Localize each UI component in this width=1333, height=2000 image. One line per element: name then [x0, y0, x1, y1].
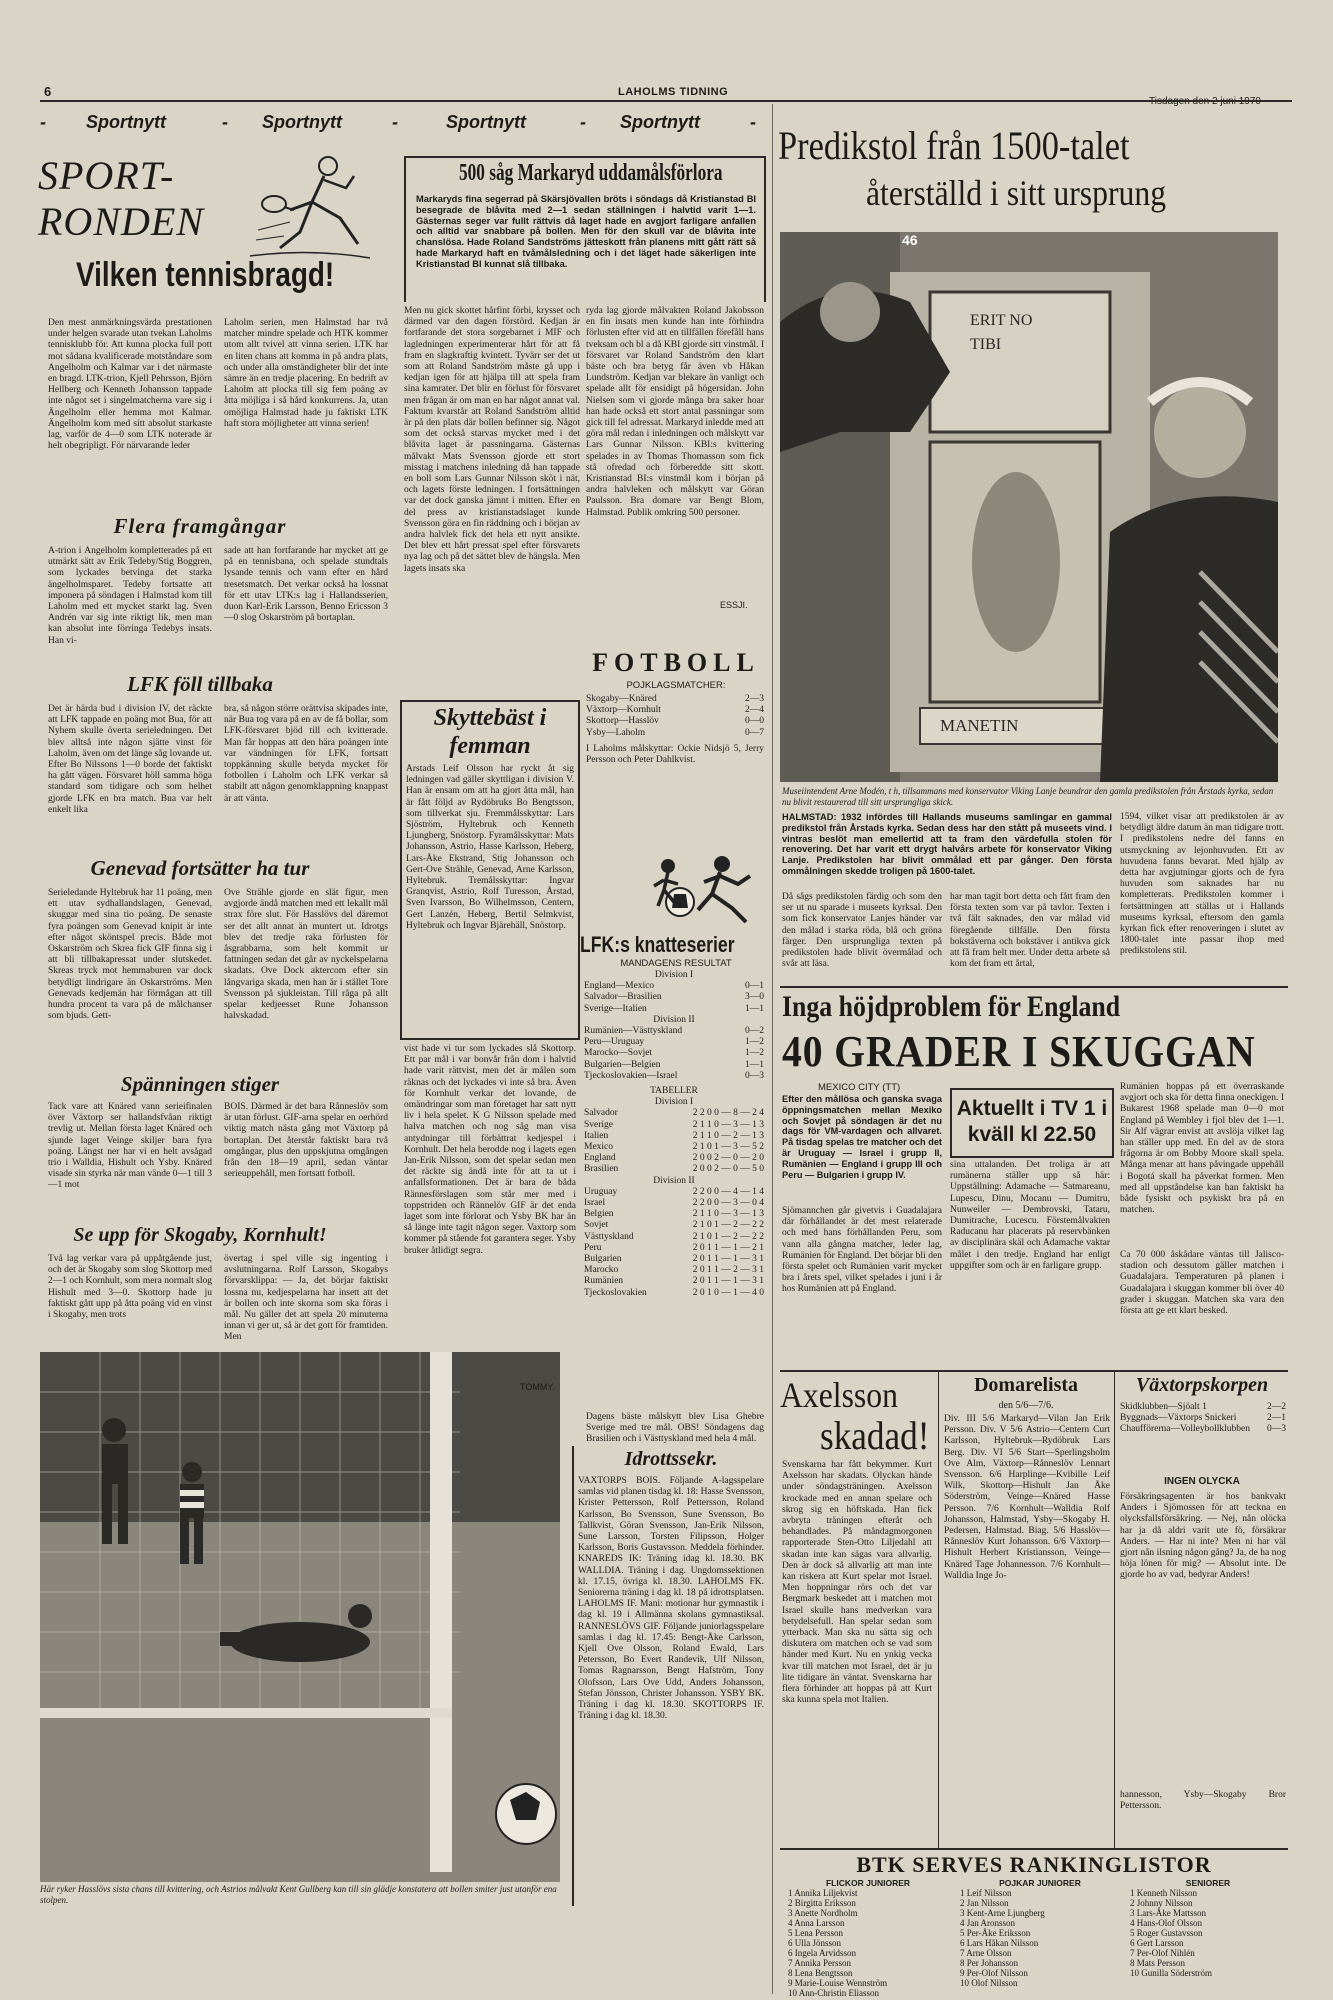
table-row: Salvador 2 2 0 0 — 8 — 2 4	[584, 1108, 764, 1119]
idrottssekr-text: VAXTORPS BOIS. Följande A-lagsspelare samlas vid planen tisdag kl. 18: Hasse Svensson, Krister Pettersson, Rolf Pettersson, Roland Karlsson, Bo Svensson, Sune Svensson, Bo Tallkvist, Göran Svensson, Jan-Erik Nilsson, Sune Larsson, Torsten Filipsson, Holger Karlsson, Boris Gustavsson. Meddela förhinder. KNAREDS IK: Träning idag kl. 18.30. BK WALLDIA. Träning i dag. Ungdomssektionen kl. 17.15, övriga kl. 18.30. LAHOLMS FK. Seniorerna träning i dag kl. 18 på idrottsplatsen. LAHOLMS IF. Mani: motionar hur gymnastik i dag kl. 19 i Allmänna skolans gymnastiksal. RANNESLÖVS GIF. Följande juniorlagsspelare samlas i dag kl. 17.45: Bengt-Åke Carlsson, Kjell Ove Olsson, Roland Ewald, Lars Petersson, Bo Evert Randevik, Ulf Nilsson, Tomas Ragnarsson, Bengt Hafström, Tony Olofsson, Lars Ove Udd, Anders Johansson, Stefan Jönsson, Christer Johansson. YSBY BK. Träning i dag kl. 18.30. SKOTTORPS IF. Träning i dag kl. 18.30.	[578, 1476, 764, 1722]
list-item: 4 Anna Larsson	[788, 1918, 845, 1928]
sportnytt-label: Sportnytt	[446, 112, 526, 132]
predikstol-text-col2: 1594, vilket visar att predikstolen är av betydligt äldre datum än man tidigare trott. I predikstolens nedre del fanns en utsmyckning av lejonhuvuden. Ett av huvudena fanns bevarat. Med hjälp av detta har avgjutningar gjorts och de fyra huvuden som saknades har nu kompletterats. Predikstolen kommer i fortsättningen att ställas ut i Hallands museums kyrksal, eftersom den gamla kyrkan fick efter renoveringen i slutet av 1800-talet inte passar ihop med predikstolens stil.	[1120, 812, 1284, 957]
skyttebast-box-bottom	[400, 1038, 580, 1040]
markaryd-box-left	[404, 156, 406, 302]
domarelista-left-rule	[938, 1372, 939, 1848]
fotboll-scorers: I Laholms målskyttar: Ockie Nidsjö 5, Jerry Persson och Peter Dahlkvist.	[586, 744, 764, 766]
column-rule	[772, 104, 773, 1994]
result-row: Sverige—Italien 1—1	[584, 1003, 764, 1014]
pulpit-photo	[780, 232, 1278, 782]
list-item: 3 Lars-Åke Mattsson	[1130, 1908, 1206, 1918]
idrottssekr-headline: Idrottssekr.	[624, 1448, 718, 1470]
england-headline-1: Inga höjdproblem för England	[782, 990, 1121, 1023]
table-row: Israel 2 2 0 0 — 3 — 0 4	[584, 1198, 764, 1209]
goal-net-graphic	[40, 1352, 560, 1882]
list-item: 6 Ingela Arvidsson	[788, 1948, 856, 1958]
skyttebast-box-left	[400, 700, 402, 1040]
england-top-rule	[780, 986, 1288, 988]
olycka-text: Försäkringsagenten är hos bankvakt Anders i Sjömossen för att teckna en olycksfallsförsäkring. — Nej, nån olöcka har ja då aldri varit ute fö, försäkrar Anders. — Har ni inte? Men ni har väl gjort nån ilsning någon gång? Ja, de ha nog höja lönen för mig? — Absolut inte. De gjorde ho av vad, bedyrar Anders!	[1120, 1492, 1286, 1581]
markaryd-box-top	[404, 156, 766, 158]
predikstol-headline-1: Predikstol från 1500-talet	[778, 123, 1130, 168]
table-row: England 2 0 0 2 — 0 — 2 0	[584, 1153, 764, 1164]
list-item: 10 Olof Nilsson	[960, 1978, 1018, 1988]
domarelista-text: Div. III 5/6 Markaryd—Vilan Jan Erik Persson. Div. V 5/6 Astrio—Centern Curt Karlsson, Hyltebruk—Rydöbruk Lars Berg. Div. VI 5/6 Start—Sperlingsholm Ove Alm, Växtorp—Rånneslöv Lennart Svensson. 6/6 Harplinge—Kvibille Leif Wilk, Skottorp—Hishult Jan Åke Söderström, Veinge—Knäred Hasse Persson. 7/6 Kornhult—Walldia Rolf Johansson, Halmstad, Ysby—Skogaby H. Pedersen, Halmstad. Biag. 5/6 Hasslöv—Rånneslöv Kurt Johansson. 6/6 Växtorp—Hishult Herbert Kristiansson, Veinge—Knäred Tage Johannesson. 7/6 Kornhult—Walldia Inge Jo-	[944, 1414, 1110, 1581]
list-item: 10 Ann-Christin Eliasson	[788, 1988, 880, 1998]
fotboll-results	[586, 694, 764, 739]
table-row: Marocko 2 0 1 1 — 2 — 3 1	[584, 1265, 764, 1276]
list-item: 6 Lars Håkan Nilsson	[960, 1938, 1039, 1948]
sportronden-logo: SPORT- RONDEN	[38, 153, 204, 244]
lfk-foll-headline: LFK föll tillbaka	[127, 672, 273, 696]
table-row: Rumänien 2 0 1 1 — 1 — 3 1	[584, 1276, 764, 1287]
vaxtorpskorpen-tail: hannesson, Ysby—Skogaby Bror Pettersson.	[1120, 1790, 1286, 1812]
table-row: Sovjet 2 1 0 1 — 2 — 2 2	[584, 1220, 764, 1231]
fotboll-headline: FOTBOLL	[592, 648, 760, 677]
idrottssekr-rule	[572, 1446, 574, 1906]
result-row: Växtorp—Kornhult 2—4	[586, 705, 764, 716]
sportnytt-label: Sportnytt	[86, 112, 166, 132]
sportronden-text-col1: Den mest anmärkningsvärda prestationen under helgen svarade utan tvekan Laholms tennisklubb för. Att kunna plocka full pott mot sådana kvalificerade motståndare som Angelholm och Kalmar var i det närmaste en bragd. LTK-trion, Kjell Pehrsson, Björn Hellberg och Kenneth Johansson tappade inte något set i singelmatcherna vare sig i Ängelholm eller hemma mot Kalmar. Ängelholm kom med sitt absolut starkaste lag, varför de 4—0 som LTK noterade är helt obegripligt. För närvarande leder	[48, 318, 212, 452]
sportronden-text-col2: Laholm serien, men Halmstad har två matcher mindre spelade och HTK kommer utom allt tvivel att vinna serien. LTK har en liten chans att komma in på andra plats, och under alla omständigheter blir det inte sämre än en tredje placering. En bedrift av Laholm att plocka till sig fem poäng av åtta möjliga i så hård konkurrens. Ja, utan omöjliga Halmstad hade ju faktiskt LTK haft stora möjligheter att vinna serien!	[224, 318, 388, 429]
list-item: 4 Hans-Olof Olsson	[1130, 1918, 1202, 1928]
skyttebast-headline: Skyttebäst i femman	[433, 705, 547, 759]
pulpit-inscription-2: TIBI	[970, 336, 1002, 353]
markaryd-lead: Markaryds fina segerrad på Skärsjövallen bröts i söndags då Kristianstad BI besegrade de blåvita med 2—1 sedan ställningen i halvtid varit 1—1. Gästernas seger var fullt rättvis då laget hade en avgjort farligare anfallen och alltid var snabbare på bollen. Men för den skull var de blåvita inte chanslösa. Hade Roland Sandströms jätteskott från planens mitt gått rätt så hade Markaryd haft en tvåmålsledning och i det läget hade säkerligen inte Kristianstad BI kunnat slå tillbaka.	[416, 194, 756, 269]
knatteserier-footer: Dagens bäste målskytt blev Lisa Ghebre Sverige med tre mål. OBS! Söndagens dag Brasilien och i Västtyskland med hela 4 mål.	[586, 1412, 764, 1445]
markaryd-signature: ESSJI.	[720, 600, 748, 610]
skogaby-text-col2: övertag i spel ville sig ingenting i avslutningarna. Rolf Larsson, Skogabys förvarsklippa: — Ja, det börjar faktiskt lossna nu, kedjespelarna har insett att det är bollen och inte skorna som ska föras i mål. Nu gäller det att spela 20 minuterna innan vi ger ut, så är det gott för framtiden. Men	[224, 1254, 388, 1343]
list-item: 4 Jan Aronsson	[960, 1918, 1016, 1928]
table-row: Peru 2 0 1 1 — 1 — 2 1	[584, 1242, 764, 1253]
result-row: Skidklubben—Sjöalt 1 2—2	[1120, 1402, 1286, 1412]
football-goal-photo	[40, 1352, 560, 1882]
predikstol-lead: HALMSTAD: 1932 infördes till Hallands museums samlingar en gammal predikstol från Årstads kyrka. Sedan dess har den stått på museets vind. I vintras beslöt man emellertid att ta fram den värdefulla stolen för renovering. Det har varit ett drygt halvårs arbete för konservator Viking Lanje. Predikstolen har blivit ommålad ett par gånger. Den första ommålningen skedde troligen på 1600-talet.	[782, 812, 1112, 876]
markaryd-text-col2: ryda lag gjorde målvakten Roland Jakobsson en fin insats men kunde han inte förhindra förlusten efter vid att en tillfällen förefåll hans tveksam och bl a då KBI gjorde sitt vinstmål. I försvaret var Roland Sandström den klart bäste och bra betyg får även vb Håkan Lundström. Kedjan var blekare än vanligt och spelade allt för ensidigt på högersidan. John Nielsen som vi gjorde många bra saker hoar han hade också ett stort antal passningar som gick till fel adressat. Markaryd inledde med att göra mål redan i inledningen och målskytt var Lars Gunnar Nilsson. KBI:s kvittering spelades in av Thomas Thomasson som fick stå ofredad och förberedde sitt skott. Kristianstad BI:s vinstmål kom i början på andra halvleken och målskytt var Göran Paulsson. Bra domare var Bengt Blom, Halmstad. Publik omkring 500 personer.	[586, 306, 764, 518]
predikstol-text-colmid: har man tagit bort detta och fått fram den första texten som var på tavlor. Texten i två fält saknades, den var målad vid föregående tillfälle. Den första bokstäverna och bokstäver i antikva gick att få fram helt mer. Under detta arbete så kom det fram ett årtal,	[950, 892, 1110, 970]
pulpit-photo-caption: Museiintendent Arne Modén, t h, tillsammans med konservator Viking Lanje beundrar den gamla predikstolen från Årstads kyrka, sedan nu blivit restaurerad till sitt ursprungliga skick.	[782, 786, 1274, 807]
result-row: Skottorp—Hasslöv 0—0	[586, 716, 764, 727]
photo-negative-number: 46	[902, 232, 918, 248]
flera-text-col1: A-trion i Ängelholm kompletterades på ett utmärkt sätt av Erik Tedeby/Stig Boggren, som lyckades betvinga det starka ängelholmsparet. Tedeby fortsatte att imponera på söndagen i Halmstad kom till Laholm med ett mycket starkt lag. Sven Andrén var sig inte riktigt lik, men man kan absolut inte förringa Tedebys insats. Han vi-	[48, 546, 212, 646]
list-item: 5 Roger Gustavsson	[1130, 1928, 1203, 1938]
list-item: 3 Anette Nordholm	[788, 1908, 858, 1918]
football-photo-caption: Här ryker Hasslövs sista chans till kvittering, och Astrios målvakt Kent Gullberg kan till sin glädje konstatera att bollen smiter just utanför ena stolpen.	[40, 1884, 557, 1905]
olycka-headline: INGEN OLYCKA	[1164, 1476, 1240, 1487]
pulpit-inscription-1: ERIT NO	[970, 312, 1033, 329]
list-item: 2 Birgitta Eriksson	[788, 1898, 856, 1908]
list-item: 9 Per-Olof Nilsson	[960, 1968, 1028, 1978]
list-item: 5 Per-Åke Eriksson	[960, 1928, 1031, 1938]
football-players-illustration-icon	[650, 850, 760, 930]
markaryd-headline: 500 såg Markaryd uddamålsförlora	[459, 160, 723, 186]
vaxtorpskorpen-results	[1120, 1402, 1286, 1436]
spanningen-text-col2: BOIS. Därmed är det bara Rånneslöv som är utan förlust. GIF-arna spelar en oerhörd viktig match nästa gång mot Växtorp på bortaplan. Det återstår faktiskt bara två omgångar, plus den uppskjutna omgången från den 18—19 april, sedan väntar serieuppehåll, men fortsatt fotboll.	[224, 1102, 388, 1180]
result-row: Skogaby—Knäred 2—3	[586, 694, 764, 704]
predikstol-text-col1: Då sågs predikstolen färdig och som den ser ut nu sparade i museets kyrksal. Den som fick konservator Lanjes händer var den målad i starka röda, blå och gröna färger. Den ursprungliga texten på predikstolen hade blivit övermålad och svår att läsa.	[782, 892, 942, 970]
flera-headline: Flera framgångar	[113, 514, 287, 538]
domarelista-headline: Domarelista	[973, 1374, 1079, 1396]
list-item: 8 Per Johansson	[960, 1958, 1018, 1968]
table-row: Sverige 2 1 1 0 — 3 — 1 3	[584, 1119, 764, 1130]
list-item: 7 Annika Persson	[788, 1958, 851, 1968]
england-headline-2: 40 GRADER I SKUGGAN	[782, 1027, 1256, 1076]
flera-text-col2: sade att han fortfarande har mycket att ge på en tennisbana, och spelade stundtals lysande tennis och vann efter en hård tresetsmatch. Det verkar också ha lossnat för ett utav LTK:s lag i Hallandsserien, duon Karl-Erik Larsson, Benno Ericsson 3—0 slog Oskarström på bortaplan.	[224, 546, 388, 624]
page-number: 6	[44, 84, 52, 99]
axelsson-headline-1: Axelsson	[780, 1375, 898, 1415]
vaxtorpskorpen-headline: Växtorpskorpen	[1135, 1374, 1269, 1396]
lfk-foll-text-col1: Det är härda bud i division IV, det räckte att LFK tappade en poäng mot Bua, för att Nyhem skulle överta serieledningen. Det blev alltså inte någon sjätte vinst för Laholm, även om det länge såg lovande ut. Efter Bo Nilssons 1—0 borde det faktiskt ha gått vägen. Försvaret höll samma höga standard som tidigare och som helhet gjorde LFK en bra match. Bua var helt enkelt lika	[48, 704, 212, 815]
paper-name: LAHOLMS TIDNING	[618, 86, 729, 98]
table-row: Västtyskland 2 1 0 1 — 2 — 2 2	[584, 1231, 764, 1242]
england-dateline: MEXICO CITY (TT)	[818, 1082, 901, 1093]
result-row: Peru—Uruguay 1—2	[584, 1037, 764, 1048]
table-row: Brasilien 2 0 0 2 — 0 — 5 0	[584, 1164, 764, 1175]
skyttebast-box-right	[578, 700, 580, 1040]
fotboll-subheading: POJKLAGSMATCHER:	[626, 680, 726, 691]
result-row: Ysby—Laholm 0—7	[586, 727, 764, 738]
bottom-right-rule	[780, 1370, 1288, 1372]
list-item: 6 Gert Larsson	[1130, 1938, 1184, 1948]
markaryd-box-right	[764, 156, 766, 302]
result-row: Tjeckoslovakien—Israel 0—3	[584, 1070, 764, 1081]
table-row: Uruguay 2 2 0 0 — 4 — 1 4	[584, 1186, 764, 1197]
sportnytt-label: Sportnytt	[262, 112, 342, 132]
result-row: England—Mexico 0—1	[584, 981, 764, 992]
tennis-player-icon	[250, 152, 370, 262]
predikstol-headline-2: återställd i sitt ursprung	[866, 173, 1167, 213]
list-item: 8 Mats Persson	[1130, 1958, 1186, 1968]
masthead-rule	[40, 100, 1292, 102]
btk-girls-list: FLICKOR JUNIORER 1 Annika Liljekvist 2 Birgitta Eriksson 3 Anette Nordholm 4 Anna Larsson 5 Lena Persson 6 Ulla Jönsson 6 Ingela Arvidsson 7 Annika Persson 8 Lena Bengtsson 9 Marie-Louise Wennström 10 Ann-Christin Eliasson	[788, 1878, 948, 1998]
list-item: 7 Arne Olsson	[960, 1948, 1012, 1958]
btk-boys-list: POJKAR JUNIORER 1 Leif Nilsson 2 Jan Nilsson 3 Kent-Arne Ljungberg 4 Jan Aronsson 5 Per-Åke Eriksson 6 Lars Håkan Nilsson 7 Arne Olsson 8 Per Johansson 9 Per-Olof Nilsson 10 Olof Nilsson	[960, 1878, 1120, 1988]
table-row: Tjeckoslovakien 2 0 1 0 — 1 — 4 0	[584, 1287, 764, 1298]
list-item: 6 Ulla Jönsson	[788, 1938, 842, 1948]
btk-headline: BTK SERVES RANKINGLISTOR	[856, 1852, 1212, 1877]
skyttebast-text: Årstads Leif Olsson har ryckt åt sig ledningen vad gäller skyttligan i division V. Han är ensam om att ha gjort åtta mål, han är fått följd av Rydöbruks Bo Bengtsson, som tillverkat sju. Fremmålsskyttar: Lars Sjöström, Hyltebruk och Kenneth Ljungberg, Snöstorp. Fyramålsskyttar: Mats Johansson, Astrio, Hasse Karlsson, Heberg, Lars-Åke Ekstrand, Stig Johansson och Gert-Ove Strähle, Genevad, Arne Karlsson, Hyltebruk. Tremålsskyttar: Ingvar Granqvist, Astrio, Rolf Turesson, Årstad, Sven Ivarsson, Bo Wilhelmsson, Centern, Gert Lanzén, Heberg, Bertil Selmkvist, Hyltebruk och Ingvar Bjärehäll, Snöstorp.	[406, 764, 574, 931]
domarelista-subheading: den 5/6—7/6.	[998, 1400, 1054, 1411]
genevad-text-col2: Ove Strähle gjorde en slät figur, men avgjorde ändå matchen med ett lekallt mål strax före slut. För Hasslövs del däremot ser det allt annat än muntert ut. Idrotgs blev det tredje raka förlusten för åsgrabbarna, som helt kommit ur fattningen sedan det går av nyckelspelarna skadats. Ove Dock aktercom efter sin långvariga skada, men han är i stället Tore Svensson på sjukleistan. Till råga på allt spelar kedjeesset Rune Johansson halvskadad.	[224, 888, 388, 1022]
sportronden-headline: Vilken tennisbragd!	[76, 256, 335, 294]
result-row: Chaufförerna—Volleybollklubben 0—3	[1120, 1424, 1286, 1435]
sportnytt-label: Sportnytt	[620, 112, 700, 132]
btk-top-rule	[780, 1848, 1288, 1850]
knatteserier-subheading: MANDAGENS RESULTAT	[620, 958, 732, 969]
genevad-text-col1: Serieledande Hyltebruk har 11 poäng, men ett utav sydhallandslagen, Genevad, skuggar med sina tio poäng. De senaste fyra poängen som Genevad knipit är inte efter något sköntspel precis. Både mot Oskarström och Skrea fick GIF finna sig i att bli tillbakapressat under slutskedet. Skreas tryck mot hemmaburen var dock betydligt lindrigare än Oskarströms. Men Genevads kedjemän har förmågan att till hundra procent ta vara på de målchanser som bjuds. Gett-	[48, 888, 212, 1022]
england-text-colmid: sina uttalanden. Det troliga är att rumänerna ställer upp så här: Uppställning: Adamache — Satmareanu, Lupescu, Dinu, Mocanu — Dumitru, Nunweiler — Dembrovski, Tataru, Dumitrache, Lucescu. Förstemålvakten Raducanu har placerats på reservbänken av disciplinära skäl och Adamache vaktar målet i den tredje. England har enligt uppgifter som och är en farligare grupp.	[950, 1160, 1110, 1271]
list-item: 1 Kenneth Nilsson	[1130, 1888, 1197, 1898]
skogaby-headline: Se upp för Skogaby, Kornhult!	[73, 1224, 327, 1246]
result-row: Rumänien—Västtyskland 0—2	[584, 1026, 764, 1037]
axelsson-headline-2: skadad!	[820, 1413, 930, 1458]
result-row: Bulgarien—Belgien 1—1	[584, 1059, 764, 1070]
pulpit-inscription-3: MANETIN	[940, 716, 1019, 735]
result-row: Marocko—Sovjet 1—2	[584, 1048, 764, 1059]
list-item: 3 Kent-Arne Ljungberg	[960, 1908, 1045, 1918]
list-item: 1 Annika Liljekvist	[788, 1888, 858, 1898]
vaxtorpskorpen-left-rule	[1114, 1372, 1115, 1848]
skyttebast-box-top	[400, 700, 580, 702]
list-item: 5 Lena Persson	[788, 1928, 843, 1938]
skyttebast-continued-text: vist hade vi tur som lyckades slå Skottorp. Ett par mål i var bonvår från dom i halvtid hade varit rättvist, men det är målen som räknas och det lyckades vi inte så bra. Även för Kornhult verkar det lovande, de omändringar som man företaget har satt nytt liv i hela spelet. K G Nilsson spelade med halva matchen och nog såg man visa antydningar till förbättrat kedjespel i Kornhult. Det hela berodde nog i lagets egen Jan-Erik Nilsson, som det spelar sedan men det räckte sig ändå inte för att ta ut i anfallsformationen. Det är bara de båda Rännesförslagen som står mer med i toppstriden och Rännelöv GIF är det enda laget som inte förlorat och Ysby BK har än så länge inte tagit någon seger. Vaxtorp som kommer på stående fot garantera seger. Ysby bruker åtlidigt segra.	[404, 1044, 576, 1256]
tv-schedule-box: Aktuellt i TV 1 i kväll kl 22.50	[950, 1088, 1114, 1158]
england-text-col2: Rumänien hoppas på ett överraskande avgjort och ska för detta finna oneckigen. I Bukarest 1968 spelade man 0—0 mot England på Wembley i fjol blev det 1—1. Sir Alf vägrar envist att avslöja vilket lag han ställer upp med. En del av de stora frågorna är om Bobby Moore skall spela. Många menar att hans påvingade uppehåll i Bogotá skall ha påverkat formen. Men med all uppståndelse kan han faktiskt ha både fysiskt och psykiskt bra på en matchen.	[1120, 1082, 1284, 1216]
markaryd-text-col1: Men nu gick skottet hårfint förbi, krysset och därmed var den dagen förstörd. Kedjan är fortfarande det stora sorgebarnet i MIF och lagledningen experimenterar hårt för att få fram en slagkraftig kvintett. Tyvärr ser det ut som att Roland Sandström måste gå upp i kedjan igen för att hjälpa till att spela fram sina kamrater. Det blir en förlust för försvaret men frågan är om man en har något annat val. Faktum kvarstår att Roland Sandström alltid är på den plats där bollen befinner sig. Något som det också starvas mycket med i det blåvita laget är passningarna. Gästernas målvakt Mats Svensson gjorde ett stort misstag i matchens inledning då han tappade en boll som Lars Gunnar Nilsson sköt i nät, och lagets förste ledningen. I fortsättningen var det dock ganska jämnt i mitten. Efter en del press av kristianstadslaget kunde Svensson göra en fin räddning och i början av andra halvlek fick det hela ett nytt ansikte. Det blev ett hårt pressat spel efter försvarets nya lag och på det sättet blev de hängsla. Men lagets insats ska	[404, 306, 580, 574]
table-row: Italien 2 1 1 0 — 2 — 1 3	[584, 1130, 764, 1141]
skyttebast-signature: TOMMY.	[520, 1382, 555, 1392]
spanningen-text-col1: Tack vare att Knäred vann serieifinalen över Växtorp ser hallandsfvåan riktigt trevlig ut. Mellan första laget Knäred och sjunde laget Veinge skiljer bara fyra poäng. Längst ner har vi en helt avsågad trio i Walldia, Hishult och Ysby. Knäred visade sin styrka när man vände 0—1 till 3—1 mot	[48, 1102, 212, 1191]
knatteserier-headline: LFK:s knatteserier	[580, 932, 735, 957]
skogaby-text-col1: Två lag verkar vara på uppåtgående just, och det är Skogaby som slog Skottorp med 2—1 och Kornhult, som mera normalt slog Hishult med 3—0. Skottorp hade ju faktiskt gått upp på åtta poäng vid en vinst i Skogaby, men trots	[48, 1254, 212, 1321]
list-item: 8 Lena Bengtsson	[788, 1968, 853, 1978]
table-row: Belgien 2 1 1 0 — 3 — 1 3	[584, 1209, 764, 1220]
spanningen-headline: Spänningen stiger	[120, 1072, 280, 1096]
axelsson-text: Svenskarna har fått bekymmer. Kurt Axelsson har skadats. Olyckan hände under söndagsträningen. Axelsson krockade med en annan spelare och skrog sig en höftskada. Han fick avbryta träningen efteråt och behandlades. På måndagmorgonen rapporterade Sten-Otto Liljedahl att skadan inte kan sägas vara allvarlig. Den är dock så allvarlig att man inte kan riskera att Kurt spelar mot Israel. Men hoppningar rörs och det var Bergmark beskedet att i matchen mot Israel skulle hans medverkan vara betydelsefull. Han spelar sedan som ytterback. Man ska nu sätta sig och diskutera om matchen och se vad som händer med Kurt. Nu en ynkig vecka kvar till matchen mot Israel, det är ju lite tidigare än väntat. Svenskarna har flera förhinder att hoppas på att Kurt ska kunna spela mot Italien.	[782, 1460, 932, 1706]
lfk-foll-text-col2: bra, så någon större orättvisa skipades inte, när Bua tog vara på en av de få bollar, som LFK-försvaret bjöd till och kvitterade. Man får hoppas att den hära poängen inte var vändningen för LFK, fortsatt toppkänning skulle betyda mycket för fotbollen i Laholm och LFK verkar så stabilt att någon genomklappning knappast är att vänta.	[224, 704, 388, 804]
list-item: 2 Johnny Nilsson	[1130, 1898, 1193, 1908]
table-row: Mexico 2 1 0 1 — 3 — 5 2	[584, 1142, 764, 1153]
btk-seniors-list: SENIORER 1 Kenneth Nilsson 2 Johnny Nilsson 3 Lars-Åke Mattsson 4 Hans-Olof Olsson 5 Roger Gustavsson 6 Gert Larsson 7 Per-Olof Nihlén 8 Mats Persson 10 Gunilla Söderström	[1130, 1878, 1286, 1978]
result-row: Byggnads—Växtorps Snickeri 2—1	[1120, 1413, 1286, 1424]
england-lead: Efter den mållösa och ganska svaga öppningsmatchen mellan Mexiko och Sovjet på söndagen är det nu dags för VM-vardagen och allvaret. På tisdag spelas tre matcher och det är Uruguay — Israel i grupp II, Rumänien — England i grupp III och Peru — Bulgarien i grupp IV.	[782, 1094, 942, 1180]
england-text-col3: Ca 70 000 åskådare väntas till Jalisco-stadion och dessutom gäller matchen i Guadalajara. Temperaturen på planen i Guadalajara i skuggan kommer bli över 40 grader i skuggan. Matchen ska vara den första att ge ett klart besked.	[1120, 1250, 1284, 1317]
table-row: Bulgarien 2 0 1 1 — 1 — 3 1	[584, 1254, 764, 1265]
list-item: 7 Per-Olof Nihlén	[1130, 1948, 1195, 1958]
list-item: 1 Leif Nilsson	[960, 1888, 1012, 1898]
list-item: 9 Marie-Louise Wennström	[788, 1978, 888, 1988]
list-item: 10 Gunilla Söderström	[1130, 1968, 1212, 1978]
england-text-col1: Sjömannchen går givetvis i Guadalajara där förhållandet är det mest relaterade och med hans förhållanden Peru, som vann alla gångna matcher, leder lag, Rumänien för England. Det börjar bli den första spelet och Rumänien varit mycket bra i årets spel, vilket spelades i juni i år hos Rumänien att på England.	[782, 1206, 942, 1295]
knatteserier-results: Division I England—Mexico 0—1 Salvador—Brasilien 3—0 Sverige—Italien 1—1 Division II Rumänien—Västtyskland 0—2 Peru—Uruguay 1—2 Marocko—Sovjet 1—2 Bulgarien—Belgien 1—1 Tjeckoslovakien—Israel 0—3 TABELLER Division I Salvador 2 2 0 0 — 8 — 2 4 Sverige 2 1 1 0 — 3 — 1 3 Italien 2 1 1 0 — 2 — 1 3 Mexico 2 1 0 1 — 3 — 5 2 England 2 0 0 2 — 0 — 2 0 Brasilien 2 0 0 2 — 0 — 5 0 Division II Uruguay 2 2 0 0 — 4 — 1 4 Israel 2 2 0 0 — 3 — 0 4 Belgien 2 1 1 0 — 3 — 1 3 Sovjet 2 1 0 1 — 2 — 2 2 Västtyskland 2 1 0 1 — 2 — 2 2 Peru 2 0 1 1 — 1 — 2 1 Bulgarien 2 0 1 1 — 1 — 3 1 Marocko 2 0 1 1 — 2 — 3 1 Rumänien 2 0 1 1 — 1 — 3 1 Tjeckoslovakien 2 0 1 0 — 1 — 4 0	[584, 970, 764, 1298]
genevad-headline: Genevad fortsätter ha tur	[90, 856, 310, 880]
sportnytt-kicker-row: - Sportnytt - Sportnytt - Sportnytt - Sportnytt -	[40, 112, 756, 132]
list-item: 2 Jan Nilsson	[960, 1898, 1009, 1908]
result-row: Salvador—Brasilien 3—0	[584, 992, 764, 1003]
